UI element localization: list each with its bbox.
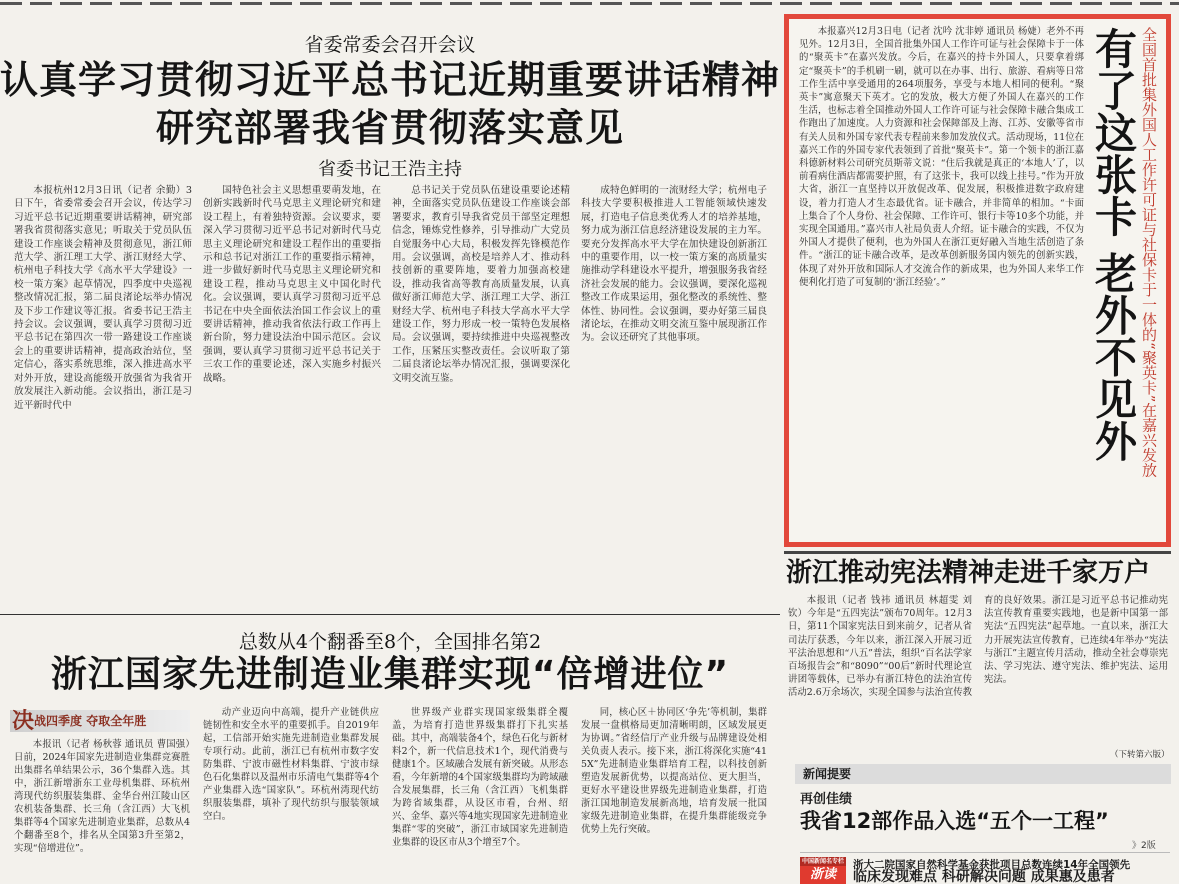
feature-body: 本报嘉兴12月3日电（记者 沈吟 沈非婷 通讯员 杨婕）老外不再见外。12月3日，全国首批集外国人工作许可证与社会保障卡于一体的“聚英卡”在嘉兴发放。今后，在嘉兴的持卡外国人，只要拿着绑定“聚英卡”的手机刷一刷，就可以在办事、出行、旅游、看病等日常工作生活中享受通用的264项服务，享受与本地人相同的便利。“聚英卡”寓意聚天下英才。它的发放，极大方便了外国人在嘉兴的工作生活，也标志着全国推动外国人工作许可证与社会保障卡融合集成工作跑出了加速度。人力资源和社会保障部及上海、江苏、安徽等省市有关人员和外国专家代表专程前来参加发放仪式。活动现场，11位在嘉兴工作的外国专家代表领到了首批“聚英卡”。第一个领卡的浙江嘉科德新材料公司研究员斯蒂文说：“住后我就是真正的‘本地人’了，以前看病住酒店都需要护照，有了这张卡，我可以线上挂号。”作为开放大省，浙江一直坚持以开放促改革、促发展，积极推进数字政府建设，着力打造人才生态最优省。证卡融合，并非简单的相加。“卡面上集合了个人身份、社会保障、工作许可、银行卡等10多个功能，并实现全国通用。”嘉兴市人社局负责人介绍。证卡融合的实践，不仅为外国人才提供了便利，也为外国人在浙江更好融入当地生活创造了条件。“浙江的证卡融合改革，是改革创新服务国内领先的创新实践，体现了对外开放和国际人才交流合作的新成果，也为外国人来华工作便利化打造了可复制的‘浙江经验’。” [799, 26, 1084, 288]
industry-kicker: 总数从4个翻番至8个，全国排名第2 [238, 631, 542, 653]
lead-subheadline: 省委书记王浩主持 [318, 159, 462, 180]
section-label-big: 决 [12, 708, 35, 734]
lead-kicker: 省委常委会召开会议 [304, 34, 476, 56]
news-label: 再创佳绩 [800, 792, 853, 807]
lead-column-4: 成特色鲜明的一流财经大学；杭州电子科技大学要积极推进人工智能领域快速发展，打造电子信息类优秀人才的培养基地，努力成为浙江信息经济建设发展的主力军。要充分发挥高水平大学在加快建设创新浙江中的重要作用，以一校一策方案的高质量实施推动学科建设水平提升，增强服务我省经济社会发展的能力。会议强调，要深化巡视整改工作成果运用，强化整改的系统性、整体性、协同性。会议强调，要办好第三届良渚论坛，在推动文明交流互鉴中展现浙江作为。会议还研究了其他事项。 [581, 185, 767, 344]
industry-column-4: 同，核心区＋协同区‘争先’等机制，集群发展一盘棋格局更加清晰明朗，区域发展更为协调。”省经信厅产业升级与品牌建设处相关负责人表示。接下来，浙江将深化实施“415X”先进制造业集群培育工程，以科技创新塑造发展新优势，以提高站位、更大胆当，更好水平建设世界级先进制造业集群，打造浙江国地制造发展新高地，培育发展一批国家级先进制造业集群，在提升集群能级竞争优势上先行突破。 [581, 707, 767, 835]
news-item-2-line2[interactable]: 临床发现难点 科研解决问题 成果惠及患者 [853, 869, 1115, 884]
column-logo [800, 857, 846, 884]
section-rule [784, 551, 1171, 554]
news-summary-bar: 新闻提要 [795, 764, 1171, 784]
section-label-rest: 战四季度 夺取全年胜 [34, 714, 147, 728]
industry-column-1: 本报讯（记者 杨秋蓉 通讯员 曹国强）日前，2024年国家先进制造业集群竞赛胜出集群名单结果公示，36个集群入选。其中，浙江新增浙东工业母机集群、环杭州湾现代纺织服装集群、金华台州江陵山区农机装备集群、长三角（含江西）大飞机集群等4个国家先进制造业集群，总数从4个翻番至8个，排名从全国第3升至第2，实现“倍增进位”。 [14, 739, 190, 854]
industry-headline: 浙江国家先进制造业集群实现“倍增进位” [50, 654, 730, 695]
industry-column-2: 动产业迈向中高端，提升产业链供应链韧性和安全水平的重要抓手。自2019年起，工信部开始实施先进制造业集群发展专项行动。此前，浙江已有杭州市数字安防集群、宁波市磁性材料集群、宁波市绿色石化集群以及温州市乐清电气集群等4个产业集群入选“国家队”。环杭州湾现代纺织服装集群，填补了现代纺织与服装领域空白。 [203, 707, 379, 822]
divider-rule [0, 614, 780, 615]
feature-side-title: 全国首批集外国人工作许可证与社保卡于一体的“聚英卡”在嘉兴发放 [1140, 27, 1158, 478]
feature-title: 有了这张卡 老外不见外 [1089, 27, 1138, 462]
feature-highlight-box [784, 14, 1171, 547]
constitution-body: 本报讯（记者 钱祎 通讯员 林超雯 刘钦）今年是“五四宪法”颁布70周年。12月3日，第11个国家宪法日到来前夕，记者从省司法厅获悉，今年以来，浙江深入开展习近平法治思想和“八五”普法，组织“百名法学家百场报告会”和“8090”“00后”新时代理论宣讲团等载体，已举办有浙江特色的法治宣传活动2.6万余场次，实现全国参与法治宣传教育的良好效果。浙江是习近平总书记推动宪法宣传教育重要实践地，也是新中国第一部宪法“五四宪法”起草地。一直以来，浙江大力开展宪法宣传教育，已连续4年举办“宪法与浙江”主题宣传月活动，推动全社会尊崇宪法、学习宪法、遵守宪法、维护宪法、运用宪法。 [788, 595, 1168, 699]
industry-column-3: 世界级产业群实现国家级集群全覆盖，为培育打造世界级集群打下扎实基础。其中，高端装备4个，绿色石化与新材料2个，新一代信息技术1个，现代消费与健康1个。区域融合发展有新突破。从形态看，今年新增的4个国家级集群均为跨域融合发展集群，长三角（含江西）飞机集群为跨省域集群，从设区市看，台州、绍兴、金华、嘉兴等4地实现国家先进制造业集群“零的突破”，浙江市域国家先进制造业集群的设区市从3个增至7个。 [392, 707, 568, 848]
constitution-headline: 浙江推动宪法精神走进千家万户 [786, 558, 1151, 588]
lead-column-3: 总书记关于党员队伍建设重要论述精神，全面落实党员队伍建设工作座谈会部署要求，教育引导我省党员干部坚定理想信念，锤炼党性修养，引导推动广大党员自觉服务中心大局，积极发挥先锋模范作用。会议强调，高校是培养人才、推动科技创新的重要阵地，要着力加强高校建设，推动我省高等教育高质量发展，认真做好浙江师范大学、浙江理工大学、浙江财经大学、杭州电子科技大学高水平大学建设工作，努力形成一校一策特色发展格局。会议强调，要持续推进中央巡视整改工作，压紧压实整改责任。会议听取了第二届良渚论坛举办情况汇报，强调要深化文明交流互鉴。 [392, 185, 570, 384]
column-logo-bottom: 浙读 [809, 867, 836, 882]
column-logo-top: 中国新闻名专栏 [801, 858, 844, 865]
news-headline[interactable]: 我省12部作品入选“五个一工程” [800, 809, 1109, 833]
lead-headline-2: 研究部署我省贯彻落实意见 [155, 106, 624, 150]
lead-column-2: 国特色社会主义思想重要萌发地，在创新实践新时代马克思主义理论研究和建设工程上，有着独特资源。会议要求，要深入学习贯彻习近平总书记对新时代马克思主义理论研究和建设工程作出的重要指示和总书记对浙江工作的重要指示精神，进一步做好新时代马克思主义理论研究和建设工程，推动马克思主义中国化时代化。会议强调，要认真学习贯彻习近平总书记在中央全面依法治国工作会议上的重要讲话精神，推动我省依法行政工作再上新台阶，努力建设法治中国示范区。会议强调，要认真学习贯彻习近平总书记关于三农工作的重要论述，深入实施乡村振兴战略。 [203, 185, 381, 384]
page-ref[interactable]: 》2版 [1132, 841, 1156, 851]
news-item-2-line1[interactable]: 浙大二院国家自然科学基金获批项目总数连续14年全国领先 [853, 859, 1131, 871]
lead-column-1: 本报杭州12月3日讯（记者 余勤）3日下午，省委常委会召开会议，传达学习习近平总书记近期重要讲话精神，研究部署我省贯彻落实意见；听取关于党员队伍建设工作座谈会精神及贯彻意见，浙江师范大学、浙江理工大学、浙江财经大学、杭州电子科技大学《高水平大学建设》一校一策方案》起草情况，四季度中央巡视整改情况汇报，第二届良渚论坛举办情况及下步工作建议等汇报。省委书记王浩主持会议。会议强调，要认真学习贯彻习近平总书记在第四次一带一路建设工作座谈会上的重要讲话精神，提高政治站位，坚定信心，落实系统思维，深入推进高水平对外开放，建设高能级开放强省为我省开放发展注入新动能。会议指出，浙江是习近平新时代中 [14, 185, 192, 411]
news-divider [800, 852, 1170, 853]
section-label [10, 710, 190, 732]
lead-headline: 认真学习贯彻习近平总书记近期重要讲话精神 [0, 58, 781, 102]
top-cut-edge [0, 0, 1179, 12]
continued-note: （下转第六版） [1110, 750, 1170, 760]
